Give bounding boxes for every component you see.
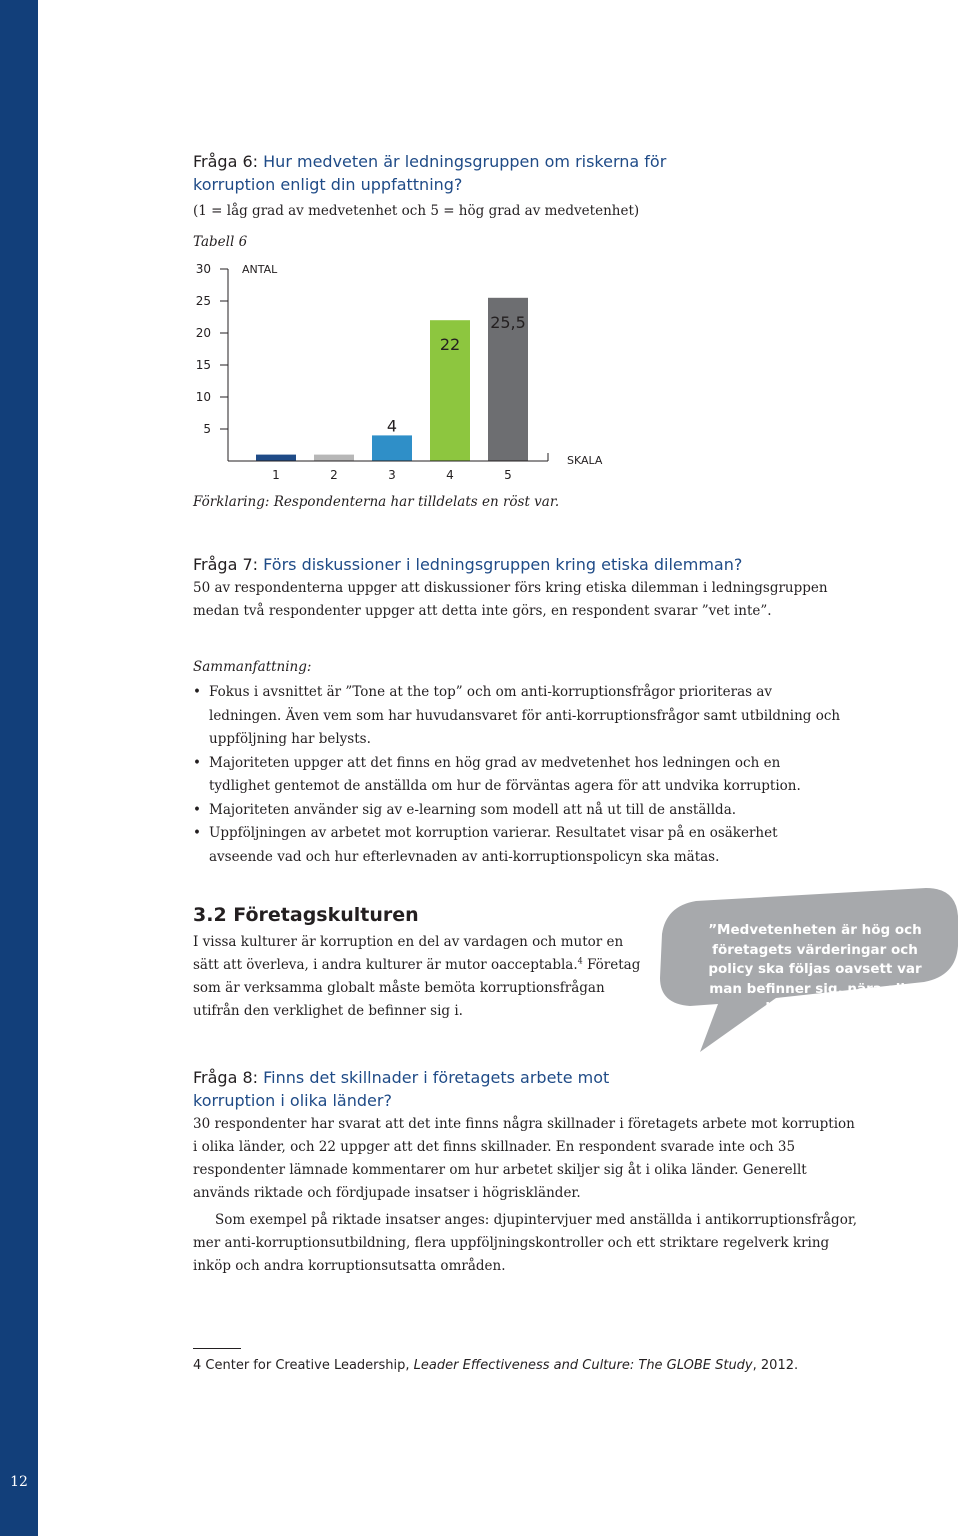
question-7-body: 50 av respondenterna uppger att diskussioner förs kring etiska dilemman i ledningsgruppen medan två respondenter uppger att detta inte görs, en respondent svarar ”vet inte”. [193,580,828,619]
x-tick-label: 2 [330,468,338,482]
page-number: 12 [10,1474,28,1490]
y-tick-label: 20 [195,326,211,340]
pull-quote-text: ”Medvetenheten är hög och företagets värderingar och policy ska följas oavsett var man befinner sig, nära eller långt borta.” [708,922,922,1016]
list-item [193,799,843,823]
footnote-text: Center for Creative Leadership, [205,1358,410,1373]
section-body [193,931,648,1023]
x-tick-label: 1 [272,468,280,482]
list-item [193,752,843,799]
bar-chart [190,255,630,490]
question-6-heading [193,150,753,196]
question-8-text: Finns det skillnader i företagets arbete mot korruption i olika länder? [193,1068,610,1110]
bullet-marker: • [193,684,201,700]
footnote-title: Leader Effectiveness and Culture: The GLOBE Study [413,1358,753,1373]
summary-list [193,681,843,869]
x-tick-label: 4 [446,468,454,482]
section-body-text-cont: Företag som är verksamma globalt måste bemöta korruptionsfrågan utifrån den verklighet de befinner sig i. [193,957,641,1019]
list-item [193,681,843,752]
y-axis-label: ANTAL [242,263,278,276]
bar-value-label: 25,5 [490,312,526,332]
page-sidebar [0,0,38,1536]
question-8-label: Fråga 8: [193,1068,259,1087]
question-6-scale-note: (1 = låg grad av medvetenhet och 5 = hög grad av medvetenhet) [193,203,640,219]
chart-bars [256,298,528,461]
table-label: Tabell 6 [193,234,248,250]
bar-2 [314,455,354,461]
list-item-text: Majoriteten använder sig av e-learning som modell att nå ut till de anställda. [209,801,737,818]
bullet-marker: • [193,825,201,841]
list-item-text: Majoriteten uppger att det finns en hög grad av medvetenhet hos ledningen och en tydlighet gentemot de anställda om hur de förväntas agera för att undvika korruption. [209,754,801,794]
question-8-body-2: Som exempel på riktade insatser anges: djupintervjuer med anställda i antikorruptionsfrågor, mer anti-korruptionsutbildning, flera uppföljningskontroller och ett striktare regelverk kring inköp och andra korruptionsutsatta områden. [193,1212,858,1274]
question-7-label: Fråga 7: [193,555,259,574]
question-8-heading [193,1066,673,1112]
bar-1 [256,455,296,461]
question-8-body-1: 30 respondenter har svarat att det inte finns några skillnader i företagets arbete mot korruption i olika länder, och 22 uppger att det finns skillnader. En respondent svarade inte och 35 respondenter lämnade kommentarer om hur arbetet skiljer sig åt i olika länder. Generellt används riktade och fördjupade insatser i högriskländer. [193,1116,855,1201]
footnote-text-end: , 2012. [752,1358,799,1373]
y-tick-label: 30 [195,262,211,276]
list-item [193,822,843,869]
y-axis [196,262,278,461]
question-7-text: Förs diskussioner i ledningsgruppen kring etiska dilemman? [263,555,743,574]
y-tick-label: 5 [203,422,211,436]
y-tick-label: 10 [195,390,211,404]
y-tick-label: 15 [195,358,211,372]
list-item-text: Fokus i avsnittet är ”Tone at the top” och om anti-korruptionsfrågor prioriteras av ledningen. Även vem som har huvudansvaret för anti-korruptionsfrågor samt utbildning och uppföljning har belysts. [209,684,841,747]
question-6-label: Fråga 6: [193,152,259,171]
footnote-number: 4 [193,1358,202,1373]
footnote-divider [193,1348,241,1349]
bar-3 [372,435,412,461]
bar-value-label: 4 [386,416,398,436]
question-7-heading [193,553,913,576]
summary-heading: Sammanfattning: [193,659,312,675]
section-body-text: I vissa kulturer är korruption en del av vardagen och mutor en sätt att överleva, i andra kulturer är mutor oacceptabla. [193,934,624,973]
chart-explanation: Förklaring: Respondenterna har tilldelats en röst var. [193,494,560,510]
bullet-marker: • [193,754,201,771]
y-tick-label: 25 [195,294,211,308]
x-axis-label: SKALA [567,454,603,467]
list-item-text: Uppföljningen av arbetet mot korruption varierar. Resultatet visar på en osäkerhet avseende vad och hur efterlevnaden av anti-korruptionspolicyn ska mätas. [209,825,778,865]
footnote-reference: 4 [577,956,583,966]
x-tick-label: 3 [388,468,396,482]
bar-value-label: 22 [439,335,461,355]
footnote [193,1358,893,1373]
question-6-text: Hur medveten är ledningsgruppen om riskerna för korruption enligt din uppfattning? [193,152,667,194]
section-title: 3.2 Företagskulturen [193,904,419,926]
x-tick-label: 5 [504,468,512,482]
bullet-marker: • [193,801,201,818]
